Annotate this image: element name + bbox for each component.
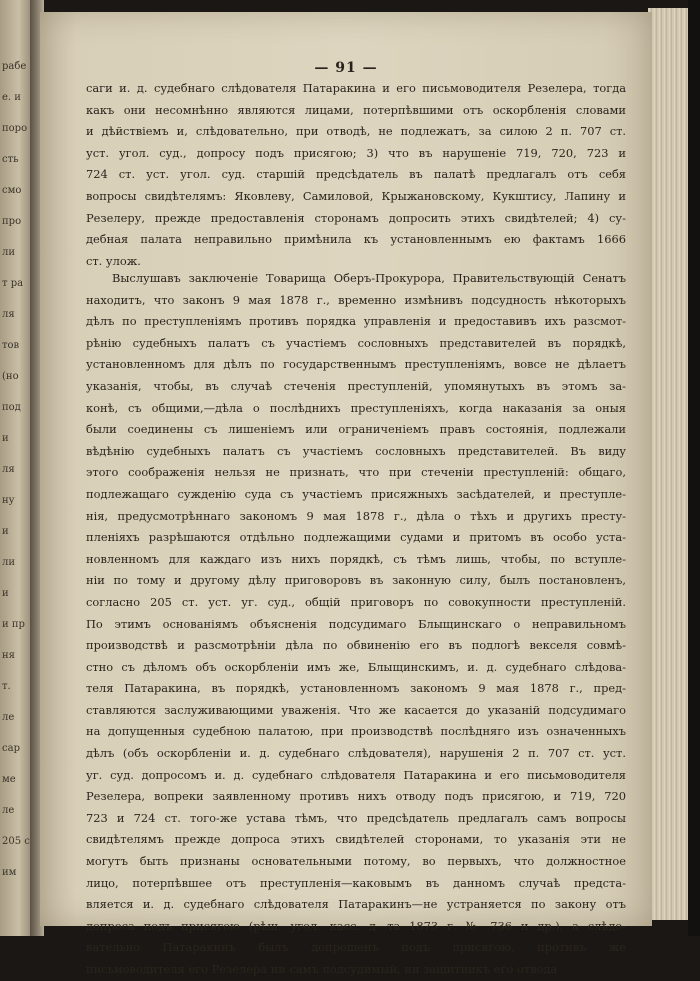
text-line: рѣнію судебныхъ палатъ съ участіемъ сословныхъ представителей въ порядкѣ,	[86, 335, 626, 350]
text-line: лицо, потерпѣвшее отъ преступленія—каковымъ въ данномъ случаѣ предста-	[86, 875, 626, 890]
text-line: свидѣтелямъ прежде допроса этихъ свидѣтелей сторонами, то указанія эти не	[86, 832, 626, 847]
text-line: согласно 205 ст. уст. уг. суд., общій приговоръ по совокупности преступленій.	[86, 594, 626, 609]
text-line: нія, предусмотрѣннаго закономъ 9 мая 1878 г., дѣла о тѣхъ и другихъ престу-	[86, 508, 626, 523]
left-page-fragment: рабе	[2, 61, 27, 72]
text-line: Выслушавъ заключеніе Товарища Оберъ-Прокурора, Правительствующій Сенатъ	[112, 271, 626, 285]
text-line: этого соображенія нельзя не признать, что при стеченіи преступленій: общаго,	[86, 465, 626, 480]
text-line: допроса подъ присягою (рѣш. угол. касс. д—та 1873 г. № 736 и др.), а слѣдо-	[86, 918, 626, 933]
text-line: производствѣ и разсмотрѣніи дѣла по обвиненію его въ подлогѣ векселя совмѣ-	[86, 638, 626, 653]
text-line: вательно Патаракинъ былъ допрошенъ подъ присягою, противъ же	[86, 940, 626, 955]
left-page-fragment: ня	[2, 650, 15, 661]
text-line: новленномъ для каждаго изъ нихъ порядкѣ, съ тѣмъ лишь, чтобы, по вступле-	[86, 551, 626, 566]
text-line: ніи по тому и другому дѣлу приговоровъ въ законную силу, былъ постановленъ,	[86, 573, 626, 588]
text-line: ставляются заслуживающими уваженія. Что же касается до указаній подсудимаго	[86, 702, 626, 717]
left-page-fragment: ли	[2, 557, 16, 568]
text-line: дѣлъ (объ оскорбленіи и. д. судебнаго слѣдователя), нарушенія 2 п. 707 ст. уст.	[86, 746, 626, 761]
left-page-fragment: и	[2, 588, 9, 599]
left-page-fragment: 205 с	[2, 836, 30, 847]
page-edges	[648, 8, 688, 920]
text-line: на допущенныя судебною палатою, при производствѣ послѣдняго изъ означенныхъ	[86, 724, 626, 739]
text-line: саги и. д. судебнаго слѣдователя Патаракина и его письмоводителя Резелера, тогда	[86, 81, 626, 95]
left-page-fragment: смо	[2, 185, 22, 196]
text-line: какъ они несомнѣнно являются лицами, потерпѣвшими отъ оскорбленія словами	[86, 102, 626, 117]
text-line: 724 ст. уст. угол. суд. старшій предсѣдатель въ палатѣ предлагалъ отъ себя	[86, 167, 626, 182]
previous-page-edge	[0, 0, 34, 936]
text-line: теля Патаракина, въ порядкѣ, установленномъ закономъ 9 мая 1878 г., пред-	[86, 681, 626, 696]
left-page-fragment: ли	[2, 247, 16, 258]
left-page-fragment: тов	[2, 340, 20, 351]
left-page-fragment: ну	[2, 495, 15, 506]
left-page-fragment: и пр	[2, 619, 25, 630]
text-line: Резелера, вопреки заявленному противъ нихъ отводу подъ присягою, и 719, 720	[86, 789, 626, 804]
text-line: дебная палата неправильно примѣнила къ установленнымъ ею фактамъ 1666	[86, 232, 626, 247]
paragraph-1	[86, 78, 626, 272]
left-page-fragment: сар	[2, 743, 20, 754]
text-line: указанія, чтобы, въ случаѣ стеченія преступленій, упомянутыхъ въ этомъ за-	[86, 378, 626, 393]
text-line: ст. улож.	[86, 253, 141, 268]
book-page	[40, 12, 652, 976]
text-line: вляется и. д. судебнаго слѣдователя Патаракинъ—не устраняется по закону отъ	[86, 897, 626, 912]
paragraph-2	[86, 268, 626, 981]
text-line: вопросы свидѣтелямъ: Яковлеву, Самиловой, Крыжановскому, Кукштису, Лапину и	[86, 188, 626, 203]
text-line: находитъ, что законъ 9 мая 1878 г., временно измѣнивъ подсудность нѣкоторыхъ	[86, 292, 626, 307]
left-page-fragment: и	[2, 526, 9, 537]
left-page-fragment: ме	[2, 774, 16, 785]
left-page-fragment: про	[2, 216, 22, 227]
text-line: и дѣйствіемъ и, слѣдовательно, при отводѣ, не подлежатъ, за силою 2 п. 707 ст.	[86, 124, 626, 139]
text-line: вѣдѣнію судебныхъ палатъ съ участіемъ сословныхъ представителей. Въ виду	[86, 443, 626, 458]
left-page-fragment: под	[2, 402, 21, 413]
text-line: были соединены съ лишеніемъ или ограниченіемъ правъ состоянія, подлежали	[86, 422, 626, 437]
text-line: уг. суд. допросомъ и. д. судебнаго слѣдователя Патаракина и его письмоводителя	[86, 767, 626, 782]
text-line: пленіяхъ разрѣшаются отдѣльно подлежащими судами и притомъ въ особо уста-	[86, 530, 626, 545]
left-page-fragment: ля	[2, 309, 15, 320]
left-page-fragment: т.	[2, 681, 11, 692]
text-line: стно съ дѣломъ объ оскорбленіи имъ же, Блыщинскимъ, и. д. судебнаго слѣдова-	[86, 659, 626, 674]
left-page-fragment: т ра	[2, 278, 24, 289]
text-line: уст. угол. суд., допросу подъ присягою; 3) что въ нарушеніе 719, 720, 723 и	[86, 145, 626, 160]
text-line: 723 и 724 ст. того-же устава тѣмъ, что предсѣдатель предлагалъ самъ вопросы	[86, 810, 626, 825]
page-number: — 91 —	[314, 60, 378, 76]
left-page-fragment: (но	[2, 371, 19, 382]
left-page-fragment: ля	[2, 464, 15, 475]
left-page-fragment: ле	[2, 805, 15, 816]
left-page-fragment: поро	[2, 123, 28, 134]
text-line: установленномъ для дѣлъ по государственнымъ преступленіямъ, вовсе не дѣлаетъ	[86, 357, 626, 372]
text-line: письмоводителя его Резелера ни самъ подсудимый, ни защитникъ его отвода	[86, 962, 558, 976]
left-page-fragment: сть	[2, 154, 19, 165]
left-page-fragment: им	[2, 867, 17, 878]
text-line: подлежащаго сужденію суда съ участіемъ присяжныхъ засѣдателей, и преступле-	[86, 486, 626, 501]
background-edge	[688, 0, 700, 936]
text-line: Резелеру, прежде предоставленія сторонамъ допросить этихъ свидѣтелей; 4) су-	[86, 210, 626, 225]
left-page-fragment: е. и	[2, 92, 21, 103]
left-page-fragment: и	[2, 433, 9, 444]
text-line: могутъ быть признаны основательными потому, во первыхъ, что должностное	[86, 854, 626, 869]
text-line: конѣ, съ общими,—дѣла о послѣднихъ преступленіяхъ, когда наказанія за оныя	[86, 400, 626, 415]
text-line: дѣлъ по преступленіямъ противъ порядка управленія и предоставивъ ихъ разсмот-	[86, 314, 626, 329]
text-line: По этимъ основаніямъ объясненія подсудимаго Блыщинскаго о неправильномъ	[86, 616, 626, 631]
left-page-fragment: ле	[2, 712, 15, 723]
